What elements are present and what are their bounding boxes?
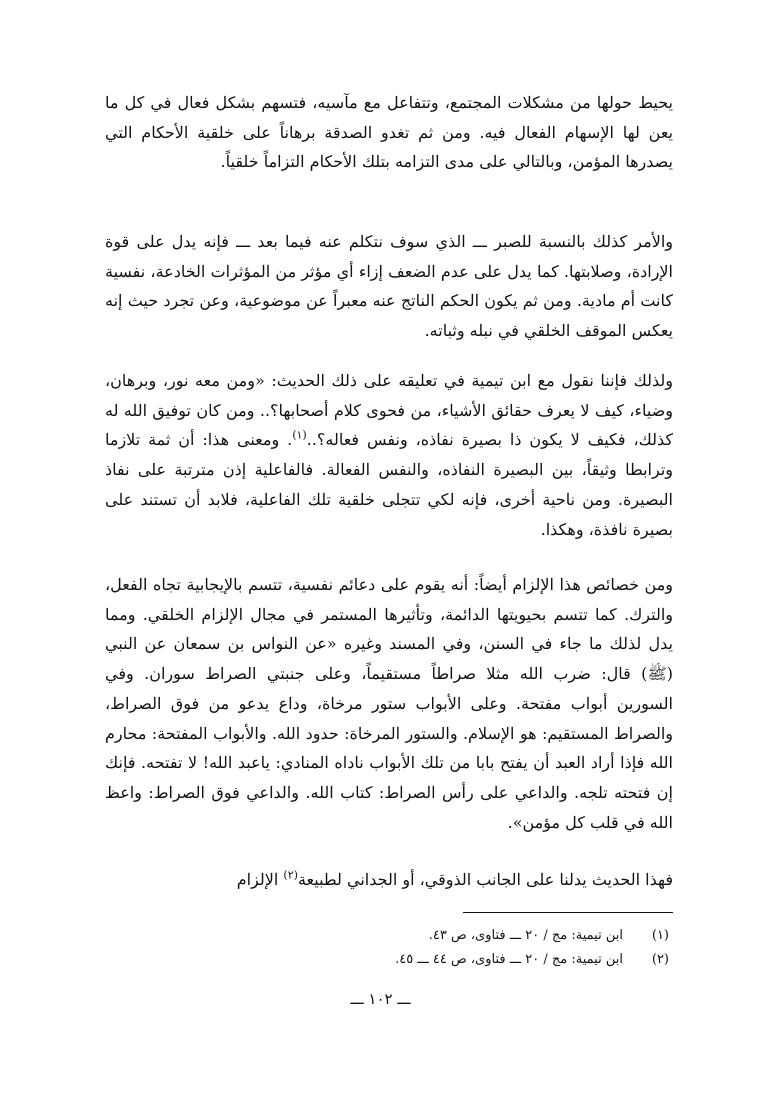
footnote-separator-rule <box>463 912 673 913</box>
footnote-2 <box>109 948 669 972</box>
footnote-reference-1: (١) <box>292 429 307 443</box>
paragraph-5-text-after: الإلزام <box>236 870 284 889</box>
footnote-1 <box>109 924 669 948</box>
footnote-2-text: ابن تيمية: مج / ٢٠ ـــ فتاوى، ص ٤٤ ـــ ٤٥. <box>395 952 623 967</box>
paragraph-5 <box>105 865 673 895</box>
page-number: ـــ ١٠٢ ـــ <box>350 990 411 1008</box>
paragraph-2 <box>105 227 673 346</box>
footnote-2-number: (٢) <box>651 952 669 967</box>
paragraph-5-text-before: فهذا الحديث يدلنا على الجانب الذوقي، أو الجداني لطبيعة <box>297 870 673 889</box>
paragraph-3 <box>105 366 673 544</box>
paragraph-1-text: يحيط حولها من مشكلات المجتمع، وتتفاعل مع مآسيه، فتسهم بشكل فعال في كل ما يعن لها الإسهام الفعال فيه. ومن ثم تغدو الصدقة برهاناً على خلقية الأحكام التي يصدرها المؤمن، وبالتالي على مدى التزامه بتلك الأحكام التزاماً خلقياً. <box>105 93 674 172</box>
paragraph-3-text-after: . ومعنى هذا: أن ثمة تلازما وترابطا وثيقاً، بين البصيرة النفاذه، والنفس الفعالة. فالفاعلية إذن مترتبة على نفاذ البصيرة. ومن ناحية أخرى، فإنه لكي تتجلى خلقية تلك الفاعلية، فلابد أن تستند على بصيرة نافذة، وهكذا. <box>105 430 674 539</box>
footnote-1-number: (١) <box>651 928 669 943</box>
footnote-1-text: ابن تيمية: مج / ٢٠ ـــ فتاوى، ص ٤٣. <box>428 928 623 943</box>
footnotes-list <box>109 924 669 972</box>
footnote-reference-2: (٢) <box>283 868 298 882</box>
paragraph-1 <box>105 88 673 177</box>
paragraph-3-text-before: ولذلك فإننا نقول مع ابن تيمية في تعليقه على ذلك الحديث: «ومن معه نور، وبرهان، وضياء، كيف لا يعرف حقائق الأشياء، من فحوى كلام أصحابها؟.. ومن كان توفيق الله له كذلك، فكيف لا يكون ذا بصيرة نفاذه، ونفس فعاله؟.. <box>105 371 674 450</box>
paragraph-4 <box>105 570 673 837</box>
paragraph-4-text: ومن خصائص هذا الإلزام أيضاً: أنه يقوم على دعائم نفسية، تتسم بالإيجابية تجاه الفعل، والترك. كما تتسم بحيويتها الدائمة، وتأثيرها المستمر في مجال الإلزام الخلقي. ومما يدل لذلك ما جاء في السنن، وفي المسند وغيره «عن النواس بن سمعان عن النبي (ﷺ) قال: ضرب الله مثلا صراطاً مستقيماً، وعلى جنبتي الصراط سوران. وفي السورين أبواب مفتحة. وعلى الأبواب ستور مرخاة، وداع يدعو من فوق الصراط، والصراط المستقيم: هو الإسلام. والستور المرخاة: حدود الله. والأبواب المفتحة: محارم الله فإذا أراد العبد أن يفتح بابا من تلك الأبواب ناداه المنادي: ياعبد الله! لا تفتحه. فإنك إن فتحته تلجه. والداعي على رأس الصراط: كتاب الله. والداعي فوق الصراط: واعظ الله في قلب كل مؤمن». <box>105 575 674 832</box>
paragraph-2-text: والأمر كذلك بالنسبة للصبر ـــ الذي سوف نتكلم عنه فيما بعد ـــ فإنه يدل على قوة الإرادة، وصلابتها. كما يدل على عدم الضعف إزاء أي مؤثر من المؤثرات الخادعة، نفسية كانت أم مادية. ومن ثم يكون الحكم الناتج عنه معبراً عن موضوعية، وعن تجرد حيث إنه يعكس الموقف الخلقي في نبله وثباته. <box>105 232 674 341</box>
